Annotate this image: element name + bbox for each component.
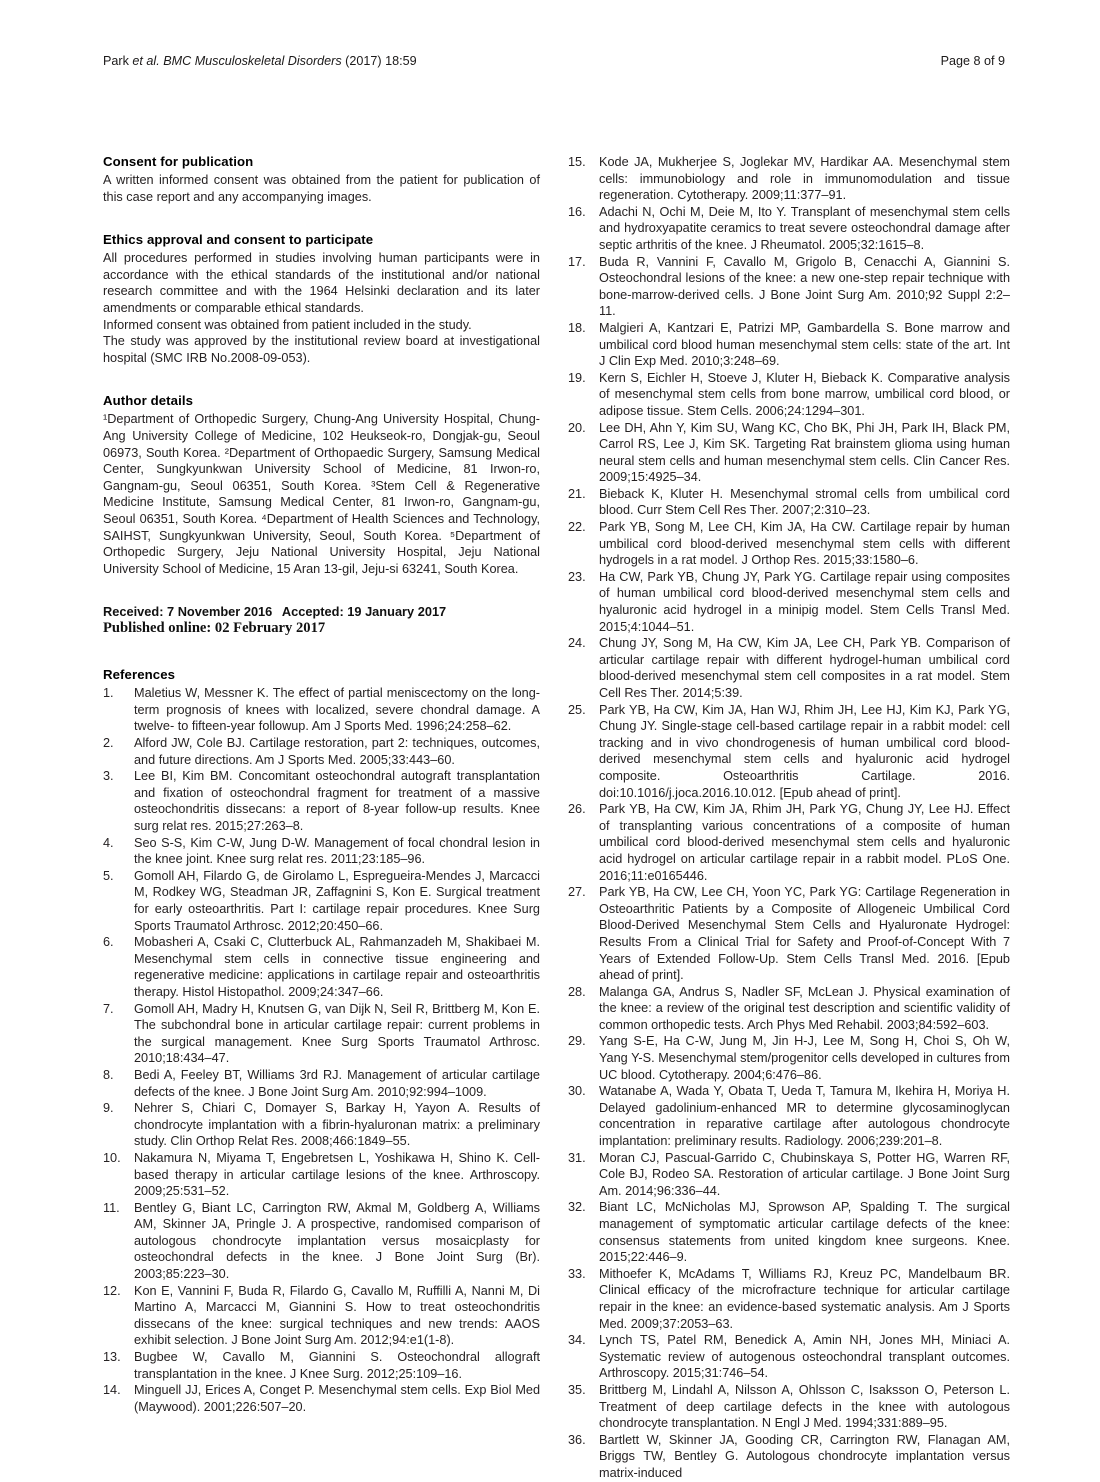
references-list-left <box>103 685 540 1415</box>
reference-number: 10. <box>103 1150 121 1165</box>
received-date: Received: 7 November 2016 <box>103 604 273 620</box>
reference-item <box>568 635 1010 701</box>
reference-number: 32. <box>568 1200 586 1215</box>
reference-number: 26. <box>568 802 586 817</box>
reference-text: Bartlett W, Skinner JA, Gooding CR, Carrington RW, Flanagan AM, Briggs TW, Bentley G. Autologous chondrocyte implantation versus matrix-induced <box>599 1432 1010 1480</box>
received-accepted-line <box>103 604 540 619</box>
reference-text: Park YB, Song M, Lee CH, Kim JA, Ha CW. Cartilage repair by human umbilical cord blood-derived mesenchymal stem cells with different hydrogels in a rat model. J Orthop Res. 2015;33:1580–6. <box>599 520 1010 568</box>
section-author-details <box>103 393 540 577</box>
running-header <box>103 54 1005 68</box>
article-dates <box>103 604 540 637</box>
reference-item <box>103 934 540 1000</box>
reference-text: Brittberg M, Lindahl A, Nilsson A, Ohlsson C, Isaksson O, Peterson L. Treatment of deep cartilage defects in the knee with autologous chondrocyte transplantation. N Engl J Med. 1994;331:889–95. <box>599 1382 1010 1431</box>
ethics-paragraph: All procedures performed in studies involving human participants were in accordance with the ethical standards of the institutional and/or national research committee and with the 1964 Helsinki declaration and its later amendments or comparable ethical standards. <box>103 251 540 315</box>
reference-text: Bugbee W, Cavallo M, Giannini S. Osteochondral allograft transplantation in the knee. J Knee Surg. 2012;25:109–16. <box>134 1350 540 1381</box>
two-column-content <box>103 154 1010 1482</box>
reference-item <box>568 984 1010 1034</box>
reference-item <box>568 702 1010 802</box>
reference-text: Lee DH, Ahn Y, Kim SU, Wang KC, Cho BK, Phi JH, Park IH, Black PM, Carrol RS, Lee J, Kim SK. Targeting Rat brainstem glioma using human neural stem cells and human mesenchymal stem cells. Clin Cancer Res. 2009;15:4925–34. <box>599 420 1010 485</box>
citation-issue: (2017) 18:59 <box>341 54 417 68</box>
reference-item <box>568 154 1010 204</box>
reference-text: Park YB, Ha CW, Lee CH, Yoon YC, Park YG: Cartilage Regeneration in Osteoarthritic Patients by a Composite of Allogeneic Umbilical Cord Blood-Derived Mesenchymal Stem Cells and Hyaluronate Hydrogel: Results From a Clinical Trial for Safety and Proof-of-Concept With 7 Years of Extended Follow-Up. Stem Cells Transl Med. 2016. [Epub ahead of print]. <box>599 885 1010 983</box>
references-heading: References <box>103 667 176 683</box>
reference-item <box>103 1067 540 1100</box>
reference-text: Adachi N, Ochi M, Deie M, Ito Y. Transplant of mesenchymal stem cells and hydroxyapatite ceramics to treat severe osteochondral damage after septic arthritis of the knee. J Rheumatol. 2005;32:1615–8. <box>599 204 1010 252</box>
ethics-body <box>103 250 540 366</box>
reference-item <box>103 1382 540 1415</box>
reference-item <box>103 1150 540 1200</box>
right-column <box>568 154 1010 1482</box>
reference-text: Nehrer S, Chiari C, Domayer S, Barkay H, Yayon A. Results of chondrocyte implantation with a fibrin-hyaluronan matrix: a preliminary study. Clin Orthop Relat Res. 2008;466:1849–55. <box>134 1101 540 1149</box>
reference-item <box>103 868 540 934</box>
reference-item <box>103 835 540 868</box>
accepted-date: Accepted: 19 January 2017 <box>281 604 447 620</box>
reference-text: Bentley G, Biant LC, Carrington RW, Akmal M, Goldberg A, Williams AM, Skinner JA, Pringle J. A prospective, randomised comparison of autologous chondrocyte implantation versus mosaicplasty for osteochondral defects in the knee. J Bone Joint Surg (Br). 2003;85:223–30. <box>134 1200 540 1282</box>
reference-item <box>103 1100 540 1150</box>
reference-number: 33. <box>568 1266 586 1281</box>
consent-paragraph: A written informed consent was obtained from the patient for publication of this case report and any accompanying images. <box>103 173 540 204</box>
reference-item <box>103 1001 540 1067</box>
reference-text: Bieback K, Kluter H. Mesenchymal stromal cells from umbilical cord blood. Curr Stem Cell Res Ther. 2007;2:310–23. <box>599 486 1010 518</box>
reference-item <box>568 370 1010 420</box>
references-list-right <box>568 154 1010 1482</box>
reference-text: Alford JW, Cole BJ. Cartilage restoration, part 2: techniques, outcomes, and future directions. Am J Sports Med. 2005;33:443–60. <box>134 736 540 767</box>
reference-text: Minguell JJ, Erices A, Conget P. Mesenchymal stem cells. Exp Biol Med (Maywood). 2001;226:507–20. <box>134 1383 540 1414</box>
reference-item <box>568 254 1010 320</box>
reference-text: Yang S-E, Ha C-W, Jung M, Jin H-J, Lee M, Song H, Choi S, Oh W, Yang Y-S. Mesenchymal stem/progenitor cells developed in cultures from UC blood. Cytotherapy. 2004;6:476–86. <box>599 1034 1010 1082</box>
reference-item <box>568 1150 1010 1200</box>
reference-number: 31. <box>568 1150 586 1165</box>
reference-item <box>103 1349 540 1382</box>
journal-citation <box>103 54 417 68</box>
reference-number: 2. <box>103 736 114 751</box>
reference-item <box>568 1033 1010 1083</box>
reference-text: Nakamura N, Miyama T, Engebretsen L, Yoshikawa H, Shino K. Cell-based therapy in articular cartilage lesions of the knee. Arthroscopy. 2009;25:531–52. <box>134 1150 540 1199</box>
reference-item <box>568 1199 1010 1265</box>
reference-number: 17. <box>568 254 586 269</box>
reference-number: 1. <box>103 686 114 701</box>
reference-item <box>568 569 1010 635</box>
reference-number: 3. <box>103 769 114 784</box>
reference-number: 20. <box>568 420 586 435</box>
reference-item <box>103 768 540 834</box>
reference-number: 5. <box>103 868 114 883</box>
reference-item <box>568 519 1010 569</box>
ethics-paragraph: Informed consent was obtained from patient included in the study. <box>103 317 472 332</box>
reference-text: Park YB, Ha CW, Kim JA, Rhim JH, Park YG, Chung JY, Lee HJ. Effect of transplanting various concentrations of a composite of human umbilical cord blood-derived mesenchymal stem cells and hyaluronic acid hydrogel on articular cartilage repair in a rabbit model. PLoS One. 2016;11:e0165446. <box>599 802 1010 883</box>
reference-text: Biant LC, McNicholas MJ, Sprowson AP, Spalding T. The surgical management of symptomatic articular cartilage defects of the knee: consensus statements from united kingdom knee surgeons. Knee. 2015;22:446–9. <box>599 1200 1010 1265</box>
reference-item <box>568 884 1010 984</box>
reference-number: 36. <box>568 1432 586 1447</box>
left-column <box>103 154 540 1482</box>
citation-authors: Park <box>103 54 133 68</box>
reference-text: Lynch TS, Patel RM, Benedick A, Amin NH, Jones MH, Miniaci A. Systematic review of autogenous osteochondral transplant outcomes. Arthroscopy. 2015;31:746–54. <box>599 1333 1010 1381</box>
reference-text: Malanga GA, Andrus S, Nadler SF, McLean J. Physical examination of the knee: a review of the original test description and scientific validity of common orthopedic tests. Arch Phys Med Rehabil. 2003;84:592–603. <box>599 984 1010 1032</box>
reference-text: Park YB, Ha CW, Kim JA, Han WJ, Rhim JH, Lee HJ, Kim KJ, Park YG, Chung JY. Single-stage cell-based cartilage repair in a rabbit model: cell tracking and in vivo chondrogenesis of human umbilical cord blood-derived mesenchymal stem cells and hyaluronic acid hydrogel composite. Osteoarthritis Cartilage. 2016. doi:10.1016/j.joca.2016.10.012. [Epub ahead of print]. <box>599 702 1010 800</box>
reference-item <box>568 1266 1010 1332</box>
reference-text: Kode JA, Mukherjee S, Joglekar MV, Hardikar AA. Mesenchymal stem cells: immunobiology and role in immunomodulation and tissue regeneration. Cytotherapy. 2009;11:377–91. <box>599 155 1010 203</box>
reference-number: 14. <box>103 1383 121 1398</box>
reference-text: Moran CJ, Pascual-Garrido C, Chubinskaya S, Potter HG, Warren RF, Cole BJ, Rodeo SA. Restoration of articular cartilage. J Bone Joint Surg Am. 2014;96:336–44. <box>599 1150 1010 1198</box>
reference-text: Ha CW, Park YB, Chung JY, Park YG. Cartilage repair using composites of human umbilical cord blood-derived mesenchymal stem cells and hyaluronic acid hydrogel in a minipig model. Stem Cells Transl Med. 2015;4:1044–51. <box>599 569 1010 634</box>
reference-number: 18. <box>568 320 586 335</box>
section-ethics <box>103 232 540 366</box>
reference-item <box>568 420 1010 486</box>
reference-item <box>103 735 540 768</box>
reference-text: Buda R, Vannini F, Cavallo M, Grigolo B, Cenacchi A, Giannini S. Osteochondral lesions of the knee: a new one-step repair technique with bone-marrow-derived cells. J Bone Joint Surg Am. 2010;92 Suppl 2:2–11. <box>599 254 1010 319</box>
author-details-text: ¹Department of Orthopedic Surgery, Chung-Ang University Hospital, Chung-Ang University College of Medicine, 102 Heukseok-ro, Dongjak-gu, Seoul 06973, South Korea. ²Department of Orthopaedic Surgery, Samsung Medical Center, Sungkyunkwan University School of Medicine, 81 Irwon-ro, Gangnam-gu, Seoul 06351, South Korea. ³Stem Cell & Regenerative Medicine Institute, Samsung Medical Center, 81 Irwon-ro, Gangnam-gu, Seoul 06351, South Korea. ⁴Department of Health Sciences and Technology, SAIHST, Sungkyunkwan University, Seoul, South Korea. ⁵Department of Orthopedic Surgery, Jeju National University Hospital, Jeju National University School of Medicine, 15 Aran 13-gil, Jeju-si 63241, South Korea. <box>103 412 540 576</box>
page-number: Page 8 of 9 <box>940 54 1005 68</box>
ethics-paragraph: The study was approved by the institutional review board at investigational hospital (SMC IRB No.2008-09-053). <box>103 334 540 365</box>
reference-number: 29. <box>568 1034 586 1049</box>
reference-text: Mobasheri A, Csaki C, Clutterbuck AL, Rahmanzadeh M, Shakibaei M. Mesenchymal stem cells in connective tissue engineering and regenerative medicine: applications in cartilage repair and osteoarthritis therapy. Histol Histopathol. 2009;24:347–66. <box>134 935 540 999</box>
reference-text: Mithoefer K, McAdams T, Williams RJ, Kreuz PC, Mandelbaum BR. Clinical efficacy of the microfracture technique for articular cartilage repair in the knee: an evidence-based systematic analysis. Am J Sports Med. 2009;37:2053–63. <box>599 1266 1010 1331</box>
reference-text: Seo S-S, Kim C-W, Jung D-W. Management of focal chondral lesion in the knee joint. Knee surg relat res. 2011;23:185–96. <box>134 835 540 867</box>
reference-number: 21. <box>568 486 586 501</box>
reference-text: Kern S, Eichler H, Stoeve J, Kluter H, Bieback K. Comparative analysis of mesenchymal stem cells from bone marrow, umbilical cord blood, or adipose tissue. Stem Cells. 2006;24:1294–301. <box>599 370 1010 418</box>
reference-number: 4. <box>103 835 114 850</box>
ethics-heading: Ethics approval and consent to participate <box>103 232 374 248</box>
reference-number: 25. <box>568 702 586 717</box>
reference-item <box>568 1332 1010 1382</box>
reference-number: 19. <box>568 370 586 385</box>
reference-item <box>568 486 1010 519</box>
section-consent <box>103 154 540 205</box>
reference-item <box>568 204 1010 254</box>
consent-heading: Consent for publication <box>103 154 254 169</box>
reference-number: 23. <box>568 569 586 584</box>
reference-number: 22. <box>568 520 586 535</box>
reference-number: 9. <box>103 1101 114 1116</box>
reference-number: 16. <box>568 204 586 219</box>
reference-text: Watanabe A, Wada Y, Obata T, Ueda T, Tamura M, Ikehira H, Moriya H. Delayed gadolinium-enhanced MR to determine glycosaminoglycan concentration in reparative cartilage after autologous chondrocyte implantation: preliminary results. Radiology. 2006;239:201–8. <box>599 1084 1010 1149</box>
reference-number: 6. <box>103 935 114 950</box>
reference-text: Kon E, Vannini F, Buda R, Filardo G, Cavallo M, Ruffilli A, Nanni M, Di Martino A, Marcacci M, Giannini S. How to treat osteochondritis dissecans of the knee: surgical techniques and new trends: AAOS exhibit selection. J Bone Joint Surg Am. 2012;94:e1(1-8). <box>134 1283 540 1348</box>
reference-text: Malgieri A, Kantzari E, Patrizi MP, Gambardella S. Bone marrow and umbilical cord blood human mesenchymal stem cells: state of the art. Int J Clin Exp Med. 2010;3:248–69. <box>599 320 1010 369</box>
reference-number: 34. <box>568 1333 586 1348</box>
reference-text: Gomoll AH, Filardo G, de Girolamo L, Espregueira-Mendes J, Marcacci M, Rodkey WG, Steadman JR, Zaffagnini S, Kon E. Surgical treatment for early osteoarthritis. Part I: cartilage repair procedures. Knee Surg Sports Traumatol Arthrosc. 2012;20:450–66. <box>134 868 540 933</box>
consent-body <box>103 172 540 205</box>
citation-journal: et al. BMC Musculoskeletal Disorders <box>132 54 342 68</box>
reference-number: 24. <box>568 636 586 651</box>
section-references <box>103 667 540 1415</box>
reference-number: 11. <box>103 1200 120 1215</box>
reference-text: Maletius W, Messner K. The effect of partial meniscectomy on the long-term prognosis of knees with localized, severe chondral damage. A twelve- to fifteen-year followup. Am J Sports Med. 1996;24:258–62. <box>134 686 540 734</box>
reference-number: 35. <box>568 1382 586 1397</box>
reference-number: 30. <box>568 1084 586 1099</box>
reference-number: 28. <box>568 984 586 999</box>
reference-item <box>103 1283 540 1349</box>
reference-number: 7. <box>103 1001 114 1016</box>
reference-item <box>103 685 540 735</box>
reference-number: 13. <box>103 1350 121 1365</box>
reference-number: 15. <box>568 155 586 169</box>
reference-item <box>103 1200 540 1283</box>
author-details-heading: Author details <box>103 393 194 409</box>
reference-item <box>568 320 1010 370</box>
reference-text: Lee BI, Kim BM. Concomitant osteochondral autograft transplantation and fixation of osteochondral fragment for treatment of a massive osteochondritis dissecans: a report of 8-year follow-up results. Knee surg relat res. 2015;27:263–8. <box>134 769 540 834</box>
reference-text: Bedi A, Feeley BT, Williams 3rd RJ. Management of articular cartilage defects of the knee. J Bone Joint Surg Am. 2010;92:994–1009. <box>134 1067 540 1099</box>
reference-item <box>568 801 1010 884</box>
reference-item <box>568 1382 1010 1432</box>
reference-text: Gomoll AH, Madry H, Knutsen G, van Dijk N, Seil R, Brittberg M, Kon E. The subchondral bone in articular cartilage repair: current problems in the surgical management. Knee Surg Sports Traumatol Arthrosc. 2010;18:434–47. <box>134 1001 540 1066</box>
reference-text: Chung JY, Song M, Ha CW, Kim JA, Lee CH, Park YB. Comparison of articular cartilage repair with different hydrogel-human umbilical cord blood-derived mesenchymal stem cell composites in a rat model. Stem Cell Res Ther. 2014;5:39. <box>599 636 1010 700</box>
reference-number: 27. <box>568 885 586 900</box>
reference-number: 8. <box>103 1067 114 1082</box>
reference-item <box>568 1432 1010 1482</box>
reference-number: 12. <box>103 1283 121 1298</box>
published-online-date: Published online: 02 February 2017 <box>103 620 326 637</box>
reference-item <box>568 1083 1010 1149</box>
